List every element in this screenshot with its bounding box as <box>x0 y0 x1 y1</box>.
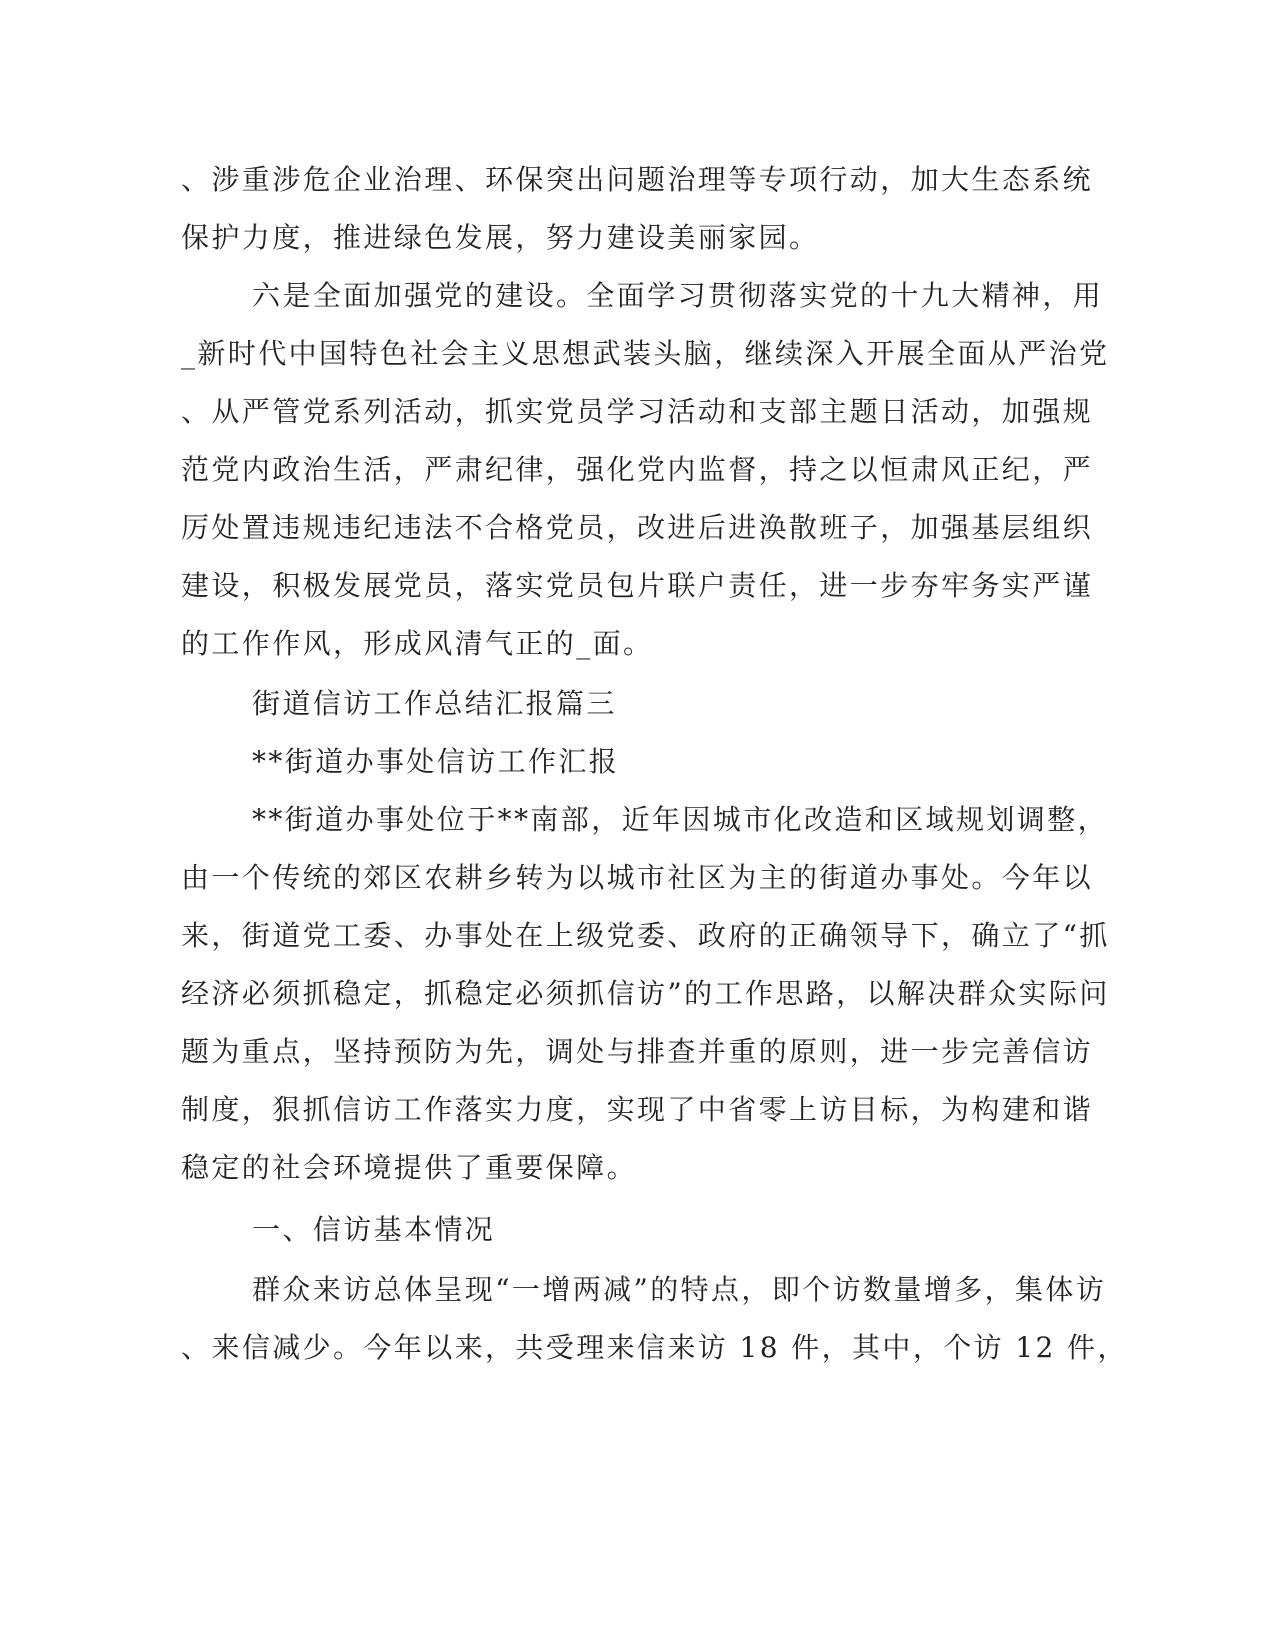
text-line: 范党内政治生活，严肃纪律，强化党内监督，持之以恒肃风正纪，严 <box>181 453 1094 486</box>
text-line: 由一个传统的郊区农耕乡转为以城市社区为主的街道办事处。今年以 <box>181 861 1094 894</box>
text-line: _新时代中国特色社会主义思想武装头脑，继续深入开展全面从严治党 <box>181 337 1110 370</box>
text-line: 保护力度，推进绿色发展，努力建设美丽家园。 <box>181 221 820 254</box>
text-line: 稳定的社会环境提供了重要保障。 <box>181 1151 638 1184</box>
text-line: 来，街道党工委、办事处在上级党委、政府的正确领导下，确立了“抓 <box>181 919 1110 952</box>
paragraph-start-line: 六是全面加强党的建设。全面学习贯彻落实党的十九大精神，用 <box>252 279 1104 312</box>
text-line: 经济必须抓稳定，抓稳定必须抓信访”的工作思路，以解决群众实际问 <box>181 977 1110 1010</box>
text-line: 、涉重涉危企业治理、环保突出问题治理等专项行动，加大生态系统 <box>181 163 1094 196</box>
paragraph-start-line: 群众来访总体呈现“一增两减”的特点，即个访数量增多，集体访 <box>252 1273 1107 1306</box>
paragraph-start-line: **街道办事处位于**南部，近年因城市化改造和区域规划调整， <box>252 803 1109 836</box>
text-line: 厉处置违规违纪违法不合格党员，改进后进涣散班子，加强基层组织 <box>181 511 1094 544</box>
section-heading: 一、信访基本情况 <box>252 1213 496 1246</box>
text-line: 建设，积极发展党员，落实党员包片联户责任，进一步夯牢务实严谨 <box>181 569 1094 602</box>
text-line: 制度，狠抓信访工作落实力度，实现了中省零上访目标，为构建和谐 <box>181 1093 1094 1126</box>
text-line: 的工作作风，形成风清气正的_面。 <box>181 627 654 660</box>
report-title: **街道办事处信访工作汇报 <box>252 745 620 778</box>
text-line: 题为重点，坚持预防为先，调处与排查并重的原则，进一步完善信访 <box>181 1035 1094 1068</box>
text-line: 、来信减少。今年以来，共受理来信来访 18 件，其中，个访 12 件， <box>181 1331 1128 1364</box>
text-line: 、从严管党系列活动，抓实党员学习活动和支部主题日活动，加强规 <box>181 395 1094 428</box>
section-title: 街道信访工作总结汇报篇三 <box>252 687 617 720</box>
